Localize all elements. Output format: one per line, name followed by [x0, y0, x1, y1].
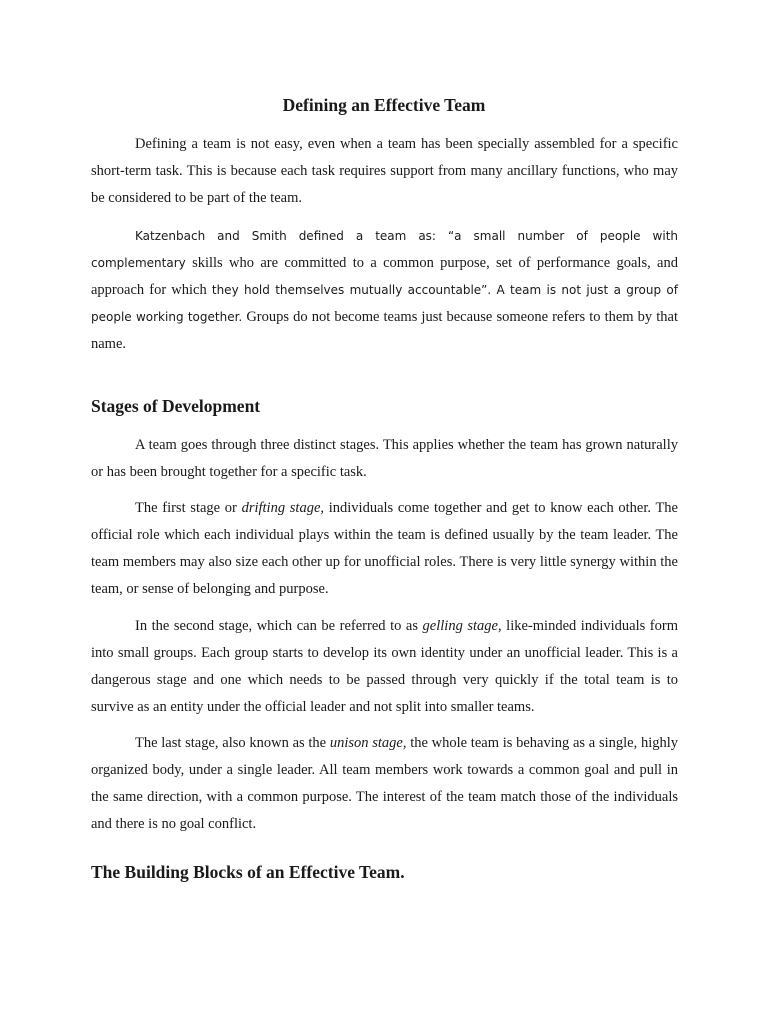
document-title: Defining an Effective Team — [282, 95, 486, 115]
drifting-stage-term: drifting stage, — [241, 500, 325, 516]
unison-text-after: , the whole team is behaving as a single, highly organized body, under a single leader. All team members work towards a common goal and pull in the same direction, with a common purpose. The interest of the team match those of the individuals and there is no goal conflict. — [91, 735, 679, 832]
gelling-stage-term: gelling stage — [422, 618, 498, 634]
quote-text-part-1: Katzenbach and Smith defined a team as: “a small number of people with complementary — [91, 229, 678, 270]
paragraph-three-stages: A team goes through three distinct stages. This applies whether the team has grown naturally or has been brought together for a specific task. — [91, 437, 678, 480]
drifting-text-before: The first stage or — [135, 500, 242, 516]
drifting-text-after: individuals come together and get to know each other. The official role which each individual plays within the team is defined usually by the team leader. The team members may also size each other up for unofficial roles. There is very little synergy within the team, or sense of belonging and purpose. — [91, 500, 678, 597]
paragraph-team-definition: Defining a team is not easy, even when a team has been specially assembled for a specific short-term task. This is because each task requires support from many ancillary functions, who may be considered to be part of the team. — [91, 136, 678, 206]
heading-building-blocks: The Building Blocks of an Effective Team. — [91, 862, 405, 882]
quote-text-part-3: they hold themselves mutually accountable”. A team is not just a group of people working together. — [91, 283, 678, 324]
gelling-text-before: In the second stage, which can be referred to as — [135, 618, 423, 634]
quote-text-part-4: Groups do not become teams just because someone refers to them by that name. — [91, 309, 678, 352]
unison-stage-term: unison stage — [329, 735, 403, 751]
paragraph-gelling-stage — [91, 613, 678, 721]
gelling-text-after: , like-minded individuals form into small groups. Each group starts to develop its own identity under an unofficial leader. This is a dangerous stage and one which needs to be passed through very quickly if the total team is to survive as an entity under the official leader and not split into smaller teams. — [91, 618, 678, 715]
unison-text-before: The last stage, also known as the — [135, 735, 330, 751]
heading-stages-of-development: Stages of Development — [91, 396, 261, 416]
quote-text-part-2: skills who are committed to a common purpose, set of performance goals, and approach for which — [91, 255, 678, 298]
paragraph-unison-stage — [91, 730, 678, 838]
paragraph-drifting-stage — [91, 495, 678, 603]
paragraph-katzenbach-smith — [91, 223, 678, 358]
